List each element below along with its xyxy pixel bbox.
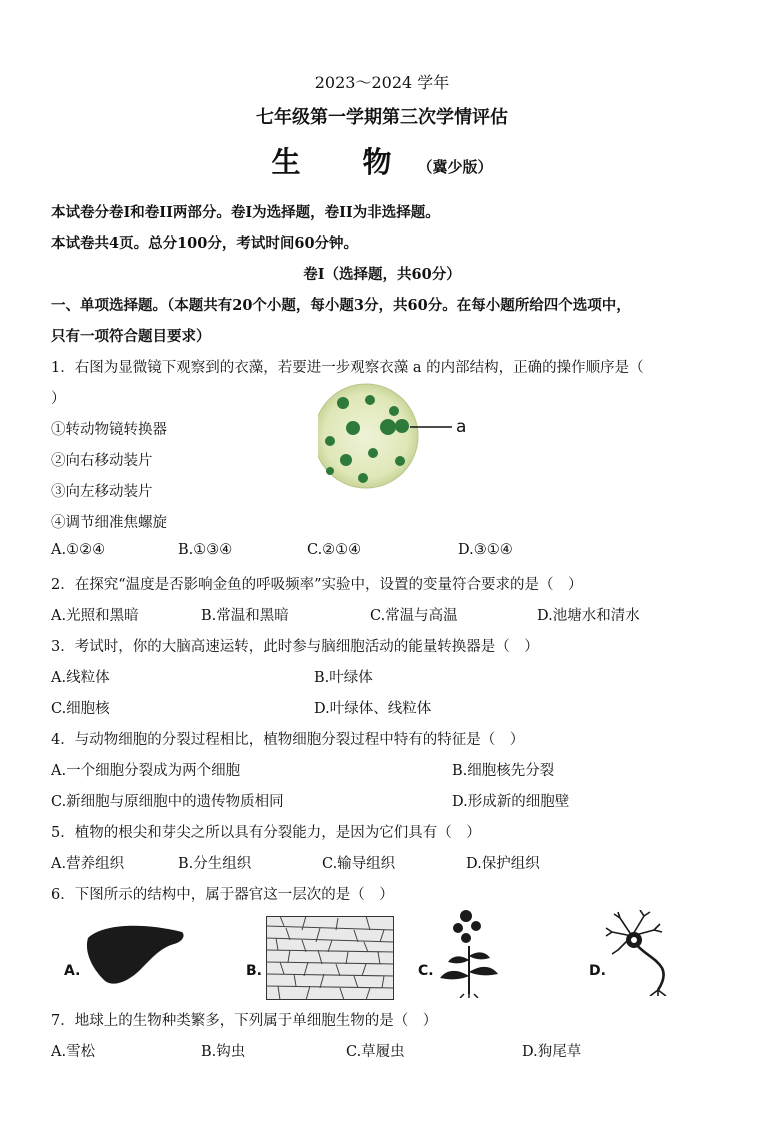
q2-option-b: B.常温和黑暗	[201, 608, 289, 624]
q7-stem: 7．地球上的生物种类繁多，下列属于单细胞生物的是（ ）	[51, 1013, 438, 1029]
q7-option-d: D.狗尾草	[522, 1044, 582, 1060]
q4-stem: 4．与动物细胞的分裂过程相比，植物细胞分裂过程中特有的特征是（ ）	[51, 732, 525, 748]
subject-title	[0, 140, 764, 181]
q7-option-c: C.草履虫	[346, 1044, 405, 1060]
q1-step-3: ③向左移动装片	[51, 484, 153, 500]
q6-label-c: C.	[418, 963, 434, 979]
part1-instruction-1: 一、单项选择题。（本题共有20个小题，每小题3分，共60分。在每小题所给四个选项中，	[51, 297, 631, 314]
q3-option-c: C.细胞核	[51, 701, 110, 717]
q5-option-c: C.输导组织	[322, 856, 396, 872]
q6-stem: 6．下图所示的结构中，属于器官这一层次的是（ ）	[51, 887, 394, 903]
q1-stem: 1．右图为显微镜下观察到的衣藻，若要进一步观察衣藻 a 的内部结构，正确的操作顺序是（	[51, 360, 644, 376]
q2-option-c: C.常温与高温	[370, 608, 458, 624]
q1-step-4: ④调节细准焦螺旋	[51, 515, 167, 531]
edition-label: （冀少版）	[417, 158, 493, 176]
subject-name: 生 物	[271, 145, 418, 179]
q5-option-a: A.营养组织	[51, 856, 125, 872]
neuron-icon	[606, 910, 666, 996]
q6-label-d: D.	[589, 963, 606, 979]
q2-stem: 2．在探究“温度是否影响金鱼的呼吸频率”实验中，设置的变量符合要求的是（ ）	[51, 577, 583, 593]
flowering-plant-icon	[440, 910, 498, 998]
label-a: a	[456, 417, 467, 437]
neuron-figure	[604, 910, 676, 996]
section-heading: 卷I（选择题，共60分）	[303, 266, 461, 283]
q1-option-b: B.①③④	[178, 542, 233, 558]
q4-option-d: D.形成新的细胞壁	[452, 794, 570, 810]
q4-option-a: A.一个细胞分裂成为两个细胞	[51, 763, 241, 779]
q4-option-b: B.细胞核先分裂	[452, 763, 555, 779]
q2-option-a: A.光照和黑暗	[51, 608, 139, 624]
part1-instruction-2: 只有一项符合题目要求）	[51, 328, 211, 345]
q6-label-b: B.	[246, 963, 262, 979]
q5-stem: 5．植物的根尖和芽尖之所以具有分裂能力，是因为它们具有（ ）	[51, 825, 481, 841]
q6-label-a: A.	[64, 963, 81, 979]
q1-option-c: C.②①④	[307, 542, 362, 558]
liver-figure	[82, 918, 190, 990]
q3-option-d: D.叶绿体、线粒体	[314, 701, 432, 717]
q1-option-a: A.①②④	[51, 542, 106, 558]
q5-option-b: B.分生组织	[178, 856, 252, 872]
q1-step-1: ①转动物镜转换器	[51, 422, 167, 438]
q3-stem: 3．考试时，你的大脑高速运转，此时参与脑细胞活动的能量转换器是（ ）	[51, 639, 539, 655]
intro-line-2: 本试卷共4页。总分100分，考试时间60分钟。	[51, 235, 359, 252]
exam-title: 七年级第一学期第三次学情评估	[256, 107, 508, 128]
q7-option-b: B.钩虫	[201, 1044, 246, 1060]
q5-option-d: D.保护组织	[466, 856, 540, 872]
epidermis-tissue-figure	[266, 916, 394, 1000]
liver-icon	[87, 926, 184, 984]
microscope-figure	[318, 383, 488, 503]
q4-option-c: C.新细胞与原细胞中的遗传物质相同	[51, 794, 284, 810]
q2-option-d: D.池塘水和清水	[537, 608, 640, 624]
plant-figure	[436, 906, 502, 998]
q1-stem-end: ）	[51, 391, 66, 407]
q7-option-a: A.雪松	[51, 1044, 96, 1060]
q3-option-a: A.线粒体	[51, 670, 110, 686]
school-year: 2023～2024 学年	[314, 73, 450, 92]
q1-option-d: D.③①④	[458, 542, 513, 558]
intro-line-1: 本试卷分卷I和卷II两部分。卷I为选择题，卷II为非选择题。	[51, 204, 440, 221]
q1-step-2: ②向右移动装片	[51, 453, 153, 469]
q3-option-b: B.叶绿体	[314, 670, 373, 686]
